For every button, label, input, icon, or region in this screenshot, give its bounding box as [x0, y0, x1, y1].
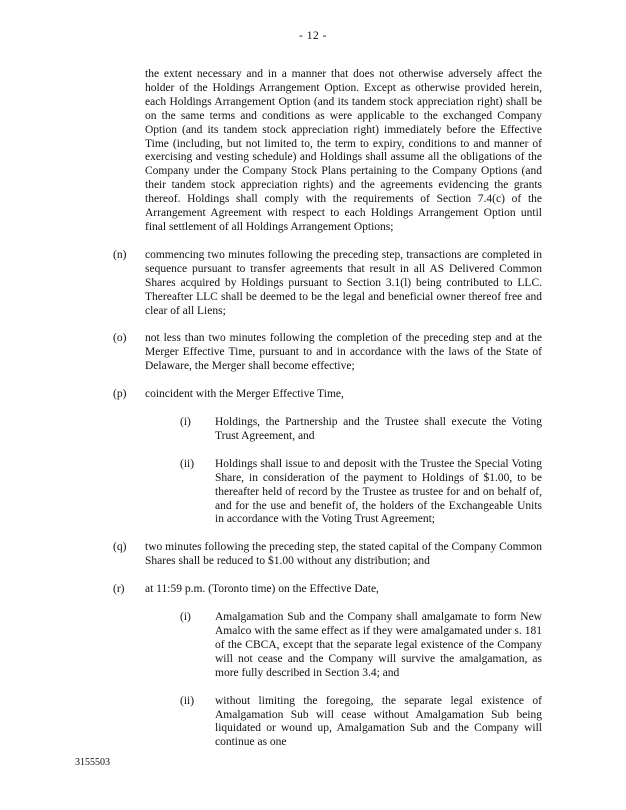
- item-label: (r): [113, 583, 125, 596]
- document-body: [113, 68, 542, 750]
- item-text: not less than two minutes following the completion of the preceding step and at the Merger Effective Time, pursuant to and in accordance with the laws of the State of Delaware, the Merger shall become effective;: [145, 332, 542, 373]
- item-text: commencing two minutes following the preceding step, transactions are completed in sequence pursuant to transfer agreements that result in all AS Delivered Common Shares acquired by Holdings pursuant to Section 3.1(l) being contributed to LLC. Thereafter LLC shall be deemed to be the legal and beneficial owner thereof free and clear of all Liens;: [145, 248, 542, 317]
- list-item-r: [113, 583, 542, 597]
- subitem-label: (i): [180, 611, 191, 624]
- subitem-text: without limiting the foregoing, the separate legal existence of Amalgamation Sub will cease without Amalgamation Sub being liquidated or wound up, Amalgamation Sub and the Company will continue as one: [215, 694, 542, 749]
- item-label: (n): [113, 248, 127, 261]
- paragraph-continuation: the extent necessary and in a manner that does not otherwise adversely affect the holder of the Holdings Arrangement Option. Except as otherwise provided herein, each Holdings Arrangement Option (and its tandem stock appreciation right) shall be on the same terms and conditions as were applicable to the exchanged Company Option (and its tandem stock appreciation right) immediately before the Effective Time (including, but not limited to, the term to expiry, conditions to and manner of exercising and vesting schedule) and Holdings shall assume all the obligations of the Company under the Company Stock Plans pertaining to the Company Options (and their tandem stock appreciation rights) and the agreements evidencing the grants thereof. Holdings shall comply with the requirements of Section 7.4(c) of the Arrangement Agreement with respect to each Holdings Arrangement Option until final settlement of all Holdings Arrangement Options;: [145, 68, 542, 233]
- subitem-label: (ii): [180, 694, 195, 707]
- item-text: two minutes following the preceding step, the stated capital of the Company Common Shares shall be reduced to $1.00 without any distribution; and: [145, 541, 542, 568]
- sublist-r: [180, 611, 542, 750]
- subitem-text: Holdings, the Partnership and the Trustee shall execute the Voting Trust Agreement, and: [215, 416, 542, 442]
- page-number: - 12 -: [299, 30, 327, 42]
- item-label: (p): [113, 388, 127, 401]
- item-text: coincident with the Merger Effective Time,: [145, 388, 344, 401]
- item-label: (q): [113, 541, 127, 554]
- item-text: at 11:59 p.m. (Toronto time) on the Effective Date,: [145, 583, 379, 596]
- sublist-item-r-ii: [180, 695, 542, 751]
- footer-code: 3155503: [75, 757, 110, 768]
- list-item-o: [113, 332, 542, 374]
- subitem-text: Holdings shall issue to and deposit with the Trustee the Special Voting Share, in consideration of the payment to Holdings of $1.00, to be thereafter held of record by the Trustee as trustee for and on behalf of, and for the use and benefit of, the holders of the Exchangeable Units in accordance with the Voting Trust Agreement;: [215, 457, 542, 526]
- sublist-item-p-i: [180, 416, 542, 444]
- item-label: (o): [113, 332, 127, 345]
- sublist-item-r-i: [180, 611, 542, 681]
- list-item-n: [113, 249, 542, 319]
- list-item-p: [113, 388, 542, 402]
- sublist-p: [180, 416, 542, 527]
- list-item-q: [113, 541, 542, 569]
- sublist-item-p-ii: [180, 458, 542, 528]
- subitem-label: (ii): [180, 457, 195, 470]
- subitem-text: Amalgamation Sub and the Company shall amalgamate to form New Amalco with the same effect as if they were amalgamated under s. 181 of the CBCA, except that the separate legal existence of the Company will not cease and the Company will survive the amalgamation, as more fully described in Section 3.4; and: [215, 611, 542, 679]
- subitem-label: (i): [180, 416, 191, 429]
